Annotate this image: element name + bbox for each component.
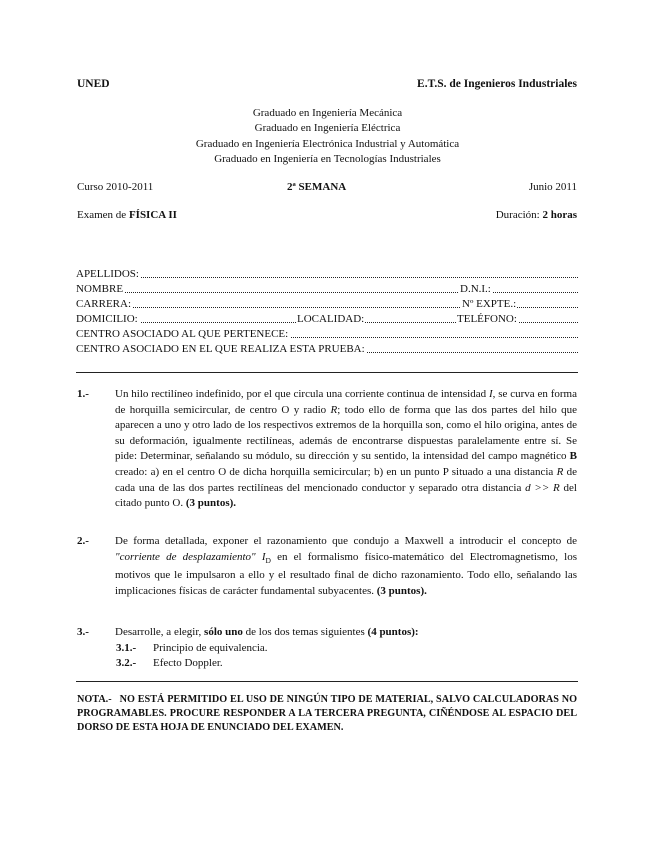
course-year: Curso 2010-2011: [77, 181, 154, 193]
question-number: 3.-: [77, 626, 89, 638]
var-radius: R: [556, 465, 564, 478]
var-radius: R: [330, 403, 338, 416]
carrera-label: CARRERA:: [76, 298, 132, 310]
question-text: Un hilo rectilíneo indefinido, por el que circula una corriente continua de intensidad I, se curva en forma de horquilla semicircular, de centro O y radio R; todo ello de forma que las dos partes del hilo que aparecen a uno y otro lado de los respectivos extremos de la horquilla son, como el hilo origina, antes de su deformación, igualmente rectilíneas, además de encontrarse dispuestas paralelamente entre sí. Se pide: Determinar, señalando su módulo, su dirección y su sentido, la intensidad del campo magnético B creado: a) en el centro O de dicha horquilla semicircular; b) en un punto P situado a una distancia R de cada una de las dos partes rectilíneas del mencionado conductor y separado otra distancia d >> R del citado punto O. (3 puntos).: [115, 388, 577, 510]
expte-label: Nº EXPTE.:: [462, 298, 517, 310]
degree-list: [0, 106, 655, 168]
duration-value: 2 horas: [542, 209, 577, 221]
divider: [76, 372, 578, 373]
apellidos-row: [76, 268, 578, 283]
question-text: Desarrolle, a elegir, sólo uno de los dos temas siguientes (4 puntos):: [115, 626, 419, 638]
centro-prueba-label: CENTRO ASOCIADO EN EL QUE REALIZA ESTA PRUEBA:: [76, 343, 365, 355]
degree-line: Graduado en Ingeniería Eléctrica: [254, 122, 401, 135]
degree-line: Graduado en Ingeniería Mecánica: [252, 107, 403, 119]
degree-line: Graduado en Ingeniería en Tecnologías Industriales: [214, 153, 441, 166]
var-current-subscript: D: [265, 555, 271, 565]
degree-line: Graduado en Ingeniería Electrónica Industrial y Automática: [195, 137, 460, 150]
question-2: [77, 534, 577, 600]
centro-asociado-label: CENTRO ASOCIADO AL QUE PERTENECE:: [76, 328, 289, 340]
subitem: [115, 641, 577, 657]
subitem-number: 3.2.-: [116, 657, 137, 670]
exam-subject: FÍSICA II: [128, 209, 177, 221]
exam-date: Junio 2011: [528, 181, 577, 193]
localidad-label: LOCALIDAD:: [297, 313, 365, 325]
exam-duration: [496, 209, 577, 221]
telefono-label: TELÉFONO:: [457, 313, 517, 325]
exam-label: Examen de: [77, 209, 129, 221]
var-field: B: [569, 450, 577, 463]
divider: [76, 681, 578, 682]
subitem-number: 3.1.-: [116, 641, 137, 654]
question-points: (4 puntos):: [367, 626, 419, 638]
var-distance: d >> R: [525, 481, 560, 494]
exam-title: [77, 209, 177, 221]
duration-label: Duración:: [495, 209, 543, 221]
nombre-row: [76, 283, 578, 298]
emphasis: sólo uno: [204, 626, 243, 638]
centro-prueba-row: [76, 343, 578, 358]
university-name: UNED: [77, 78, 110, 90]
note-text: NO ESTÁ PERMITIDO EL USO DE NINGÚN TIPO DE MATERIAL, SALVO CALCULADORAS NO PROGRAMABLES. PROCURE RESPONDER A LA TERCERA PREGUNTA, CIÑÉNDOSE AL ESPACIO DEL DORSO DE ESTA HOJA DE ENUNCIADO DEL EXAMEN.: [77, 694, 577, 733]
carrera-row: [76, 298, 578, 313]
nombre-field[interactable]: [76, 292, 578, 293]
question-number: 2.-: [77, 535, 89, 547]
question-3: [77, 625, 577, 672]
exam-week: 2ª SEMANA: [287, 181, 347, 193]
domicilio-label: DOMICILIO:: [76, 313, 138, 325]
var-intensity: I: [488, 388, 493, 400]
question-text: De forma detallada, exponer el razonamiento que condujo a Maxwell a introducir el concepto de "corriente de desplazamiento" $I_D$ en el formalismo físico-matemático del Electromagnetismo, los motivos que le impulsaron a ello y el resultado final de dicho razonamiento. Todo ello, señalando las implicaciones físicas de carácter fundamental subyacentes. (3 puntos).: [115, 535, 577, 597]
apellidos-field[interactable]: [76, 277, 578, 278]
centro-asociado-row: [76, 328, 578, 343]
quoted-term: "corriente de desplazamiento": [115, 550, 256, 563]
subitem-text: Principio de equivalencia.: [153, 641, 268, 654]
subitem: [115, 656, 577, 672]
question-number: 1.-: [77, 388, 89, 400]
apellidos-label: APELLIDOS:: [76, 268, 139, 280]
var-current: I: [261, 550, 266, 563]
nombre-label: NOMBRE: [76, 283, 124, 295]
dni-label: D.N.I.:: [460, 283, 491, 295]
question-points: (3 puntos).: [376, 584, 427, 597]
question-points: (3 puntos).: [185, 497, 237, 510]
subitem-text: Efecto Doppler.: [153, 657, 223, 670]
question-1: [77, 387, 577, 512]
school-name: E.T.S. de Ingenieros Industriales: [417, 78, 577, 90]
note-prefix: NOTA.-: [77, 694, 112, 705]
domicilio-row: [76, 313, 578, 328]
exam-note: [77, 693, 577, 735]
